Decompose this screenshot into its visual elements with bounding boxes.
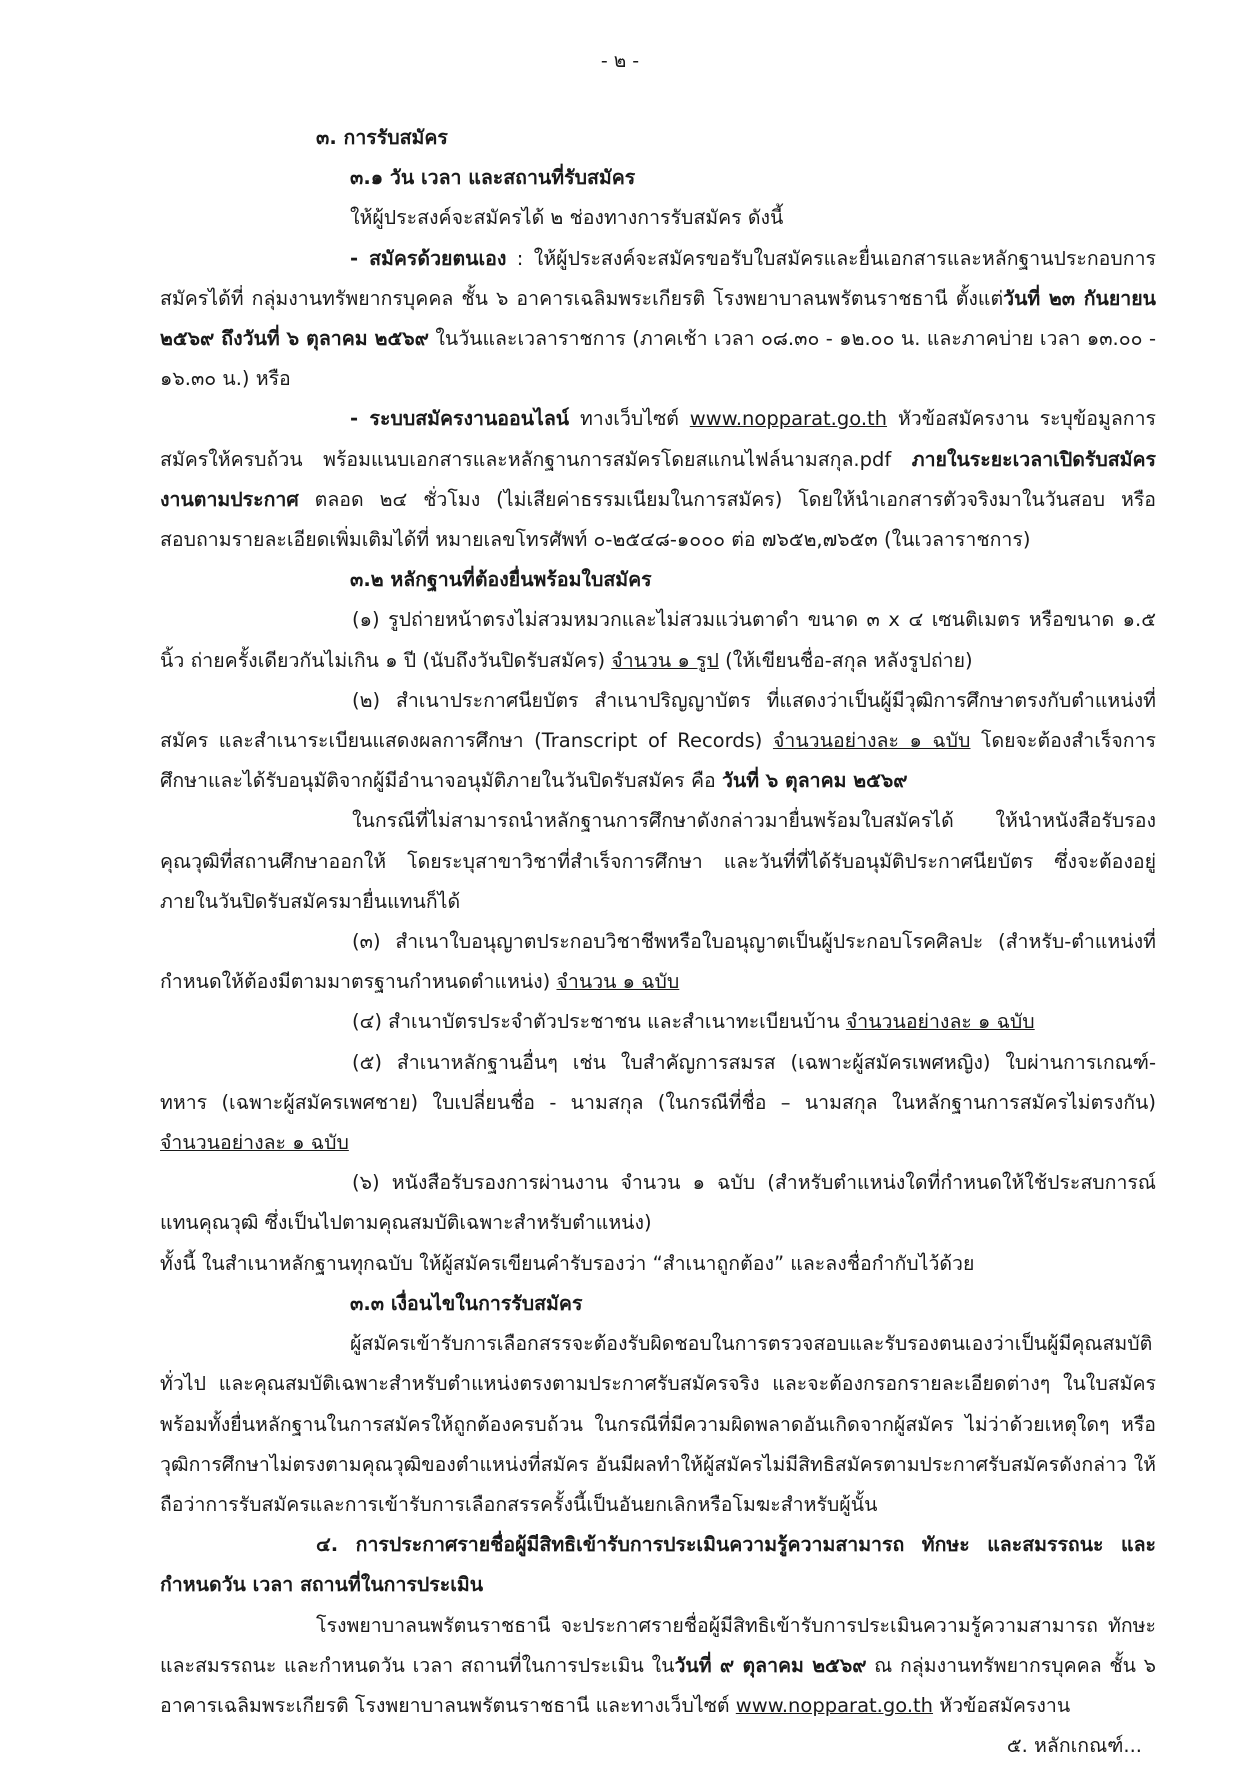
document-item-4 [160,1002,1156,1042]
item-2-deadline: วันที่ ๖ ตุลาคม ๒๕๖๙ [721,769,908,793]
document-item-6: (๖) หนังสือรับรองการผ่านงาน จำนวน ๑ ฉบับ (สำหรับตำแหน่งใดที่กำหนดให้ใช้ประสบการณ์แทนคุณวุฒิ ซึ่งเป็นไปตามคุณสมบัติเฉพาะสำหรับตำแหน่ง) [160,1171,1156,1235]
document-item-5 [160,1043,1156,1164]
section-3-2-closing: ทั้งนี้ ในสำเนาหลักฐานทุกฉบับ ให้ผู้สมัครเขียนคำรับรองว่า “สำเนาถูกต้อง” และลงชื่อกำกับไว้ด้วย [160,1251,975,1275]
item-2-tail: โดยจะต้องสำเร็จการศึกษาและได้รับอนุมัติจากผู้มีอำนาจอนุมัติภายในวันปิดรับสมัคร คือ [160,729,1156,793]
section-3-1-heading: ๓.๑ วัน เวลา และสถานที่รับสมัคร [350,166,636,190]
item-4-text: (๔) สำเนาบัตรประจำตัวประชาชน และสำเนาทะเบียนบ้าน [352,1010,846,1034]
self-apply-dates: วันที่ ๒๓ กันยายน ๒๕๖๙ ถึงวันที่ ๖ ตุลาคม ๒๕๖๙ [160,286,1156,351]
online-apply-bold: ภายในระยะเวลาเปิดรับสมัครงานตามประกาศ [160,447,1156,511]
item-3-quantity: จำนวน ๑ ฉบับ [556,970,680,994]
item-5-text: (๕) สำเนาหลักฐานอื่นๆ เช่น ใบสำคัญการสมรส (เฉพาะผู้สมัครเพศหญิง) ใบผ่านการเกณฑ์-ทหาร (เฉพาะผู้สมัครเพศชาย) ใบเปลี่ยนชื่อ - นามสกุล (ในกรณีที่ชื่อ – นามสกุล ในหลักฐานการสมัครไม่ตรงกัน) [160,1050,1156,1114]
self-apply-text-2: ในวันและเวลาราชการ (ภาคเช้า เวลา ๐๘.๓๐ - ๑๒.๐๐ น. และภาคบ่าย เวลา ๑๓.๐๐ - ๑๖.๓๐ น.) หรือ [160,327,1156,391]
item-1-text: (๑) รูปถ่ายหน้าตรงไม่สวมหมวกและไม่สวมแว่นตาดำ ขนาด ๓ x ๔ เซนติเมตร หรือขนาด ๑.๕ นิ้ว ถ่ายครั้งเดียวกันไม่เกิน ๑ ปี (นับถึงวันปิดรับสมัคร) [160,608,1156,672]
continuation-note: ๕. หลักเกณฑ์... [1006,1734,1142,1758]
online-apply-paragraph [160,399,1156,560]
website-link[interactable]: www.nopparat.go.th [689,407,888,431]
section-3-heading: ๓. การรับสมัคร [316,126,448,149]
section-4-website-link[interactable]: www.nopparat.go.th [735,1693,934,1717]
section-4-text-2: ณ กลุ่มงานทรัพยากรบุคคล ชั้น ๖ อาคารเฉลิมพระเกียรติ โรงพยาบาลนพรัตนราชธานี และทางเว็บไซต์ [160,1653,1156,1717]
item-1-quantity: จำนวน ๑ รูป [611,648,719,672]
document-body [160,118,1156,1766]
document-item-3 [160,922,1156,1002]
item-4-quantity: จำนวนอย่างละ ๑ ฉบับ [845,1010,1035,1034]
item-5-quantity: จำนวนอย่างละ ๑ ฉบับ [160,1131,349,1155]
section-4-heading: ๔. การประกาศรายชื่อผู้มีสิทธิเข้ารับการประเมินความรู้ความสามารถ ทักษะ และสมรรถนะ และกำหนดวัน เวลา สถานที่ในการประเมิน [160,1533,1156,1597]
self-apply-text: : ให้ผู้ประสงค์จะสมัครขอรับใบสมัครและยื่นเอกสารและหลักฐานประกอบการสมัครได้ที่ กลุ่มงานทรัพยากรบุคคล ชั้น ๖ อาคารเฉลิมพระเกียรติ โรงพยาบาลนพรัตนราชธานี ตั้งแต่ [160,246,1156,310]
section-4-date: วันที่ ๙ ตุลาคม ๒๕๖๙ [674,1653,867,1677]
item-3-text: (๓) สำเนาใบอนุญาตประกอบวิชาชีพหรือใบอนุญาตเป็นผู้ประกอบโรคศิลปะ (สำหรับ-ตำแหน่งที่กำหนดให้ต้องมีตามมาตรฐานกำหนดตำแหน่ง) [160,930,1156,994]
online-apply-text-1: ทางเว็บไซต์ [569,407,690,431]
item-2-text: (๒) สำเนาประกาศนียบัตร สำเนาปริญญาบัตร ที่แสดงว่าเป็นผู้มีวุฒิการศึกษาตรงกับตำแหน่งที่สมัคร และสำเนาระเบียนแสดงผลการศึกษา (Transcript of Records) [160,688,1156,753]
section-3-2-heading: ๓.๒ หลักฐานที่ต้องยื่นพร้อมใบสมัคร [350,568,652,592]
page-number: - ๒ - [600,50,640,72]
section-4-text-1: โรงพยาบาลนพรัตนราชธานี จะประกาศรายชื่อผู้มีสิทธิเข้ารับการประเมินความรู้ความสามารถ ทักษะและสมรรถนะ และกำหนดวัน เวลา สถานที่ในการประเมิน ใน [160,1613,1156,1677]
online-apply-label: - ระบบสมัครงานออนไลน์ [350,407,570,431]
section-3-3-heading: ๓.๓ เงื่อนไขในการรับสมัคร [350,1291,583,1315]
section-3-3-text: ผู้สมัครเข้ารับการเลือกสรรจะต้องรับผิดชอบในการตรวจสอบและรับรองตนเองว่าเป็นผู้มีคุณสมบัติทั่วไป และคุณสมบัติเฉพาะสำหรับตำแหน่งตรงตามประกาศรับสมัครจริง และจะต้องกรอกรายละเอียดต่างๆ ในใบสมัคร พร้อมทั้งยื่นหลักฐานในการสมัครให้ถูกต้องครบถ้วน ในกรณีที่มีความผิดพลาดอันเกิดจากผู้สมัคร ไม่ว่าด้วยเหตุใดๆ หรือวุฒิการศึกษาไม่ตรงตามคุณวุฒิของตำแหน่งที่สมัคร อันมีผลทำให้ผู้สมัครไม่มีสิทธิสมัครตามประกาศรับสมัครดังกล่าว ให้ถือว่าการรับสมัครและการเข้ารับการเลือกสรรครั้งนี้เป็นอันยกเลิกหรือโมฆะสำหรับผู้นั้น [160,1332,1156,1516]
item-2-quantity: จำนวนอย่างละ ๑ ฉบับ [772,729,971,753]
section-3-1-intro: ให้ผู้ประสงค์จะสมัครได้ ๒ ช่องทางการรับสมัคร ดังนี้ [350,206,784,230]
section-4-paragraph [160,1606,1156,1727]
online-apply-text-2: หัวข้อสมัครงาน ระบุข้อมูลการสมัครให้ครบถ้วน พร้อมแนบเอกสารและหลักฐานการสมัครโดยสแกนไฟล์นามสกุล.pdf [160,407,1156,471]
section-4-text-3: หัวข้อสมัครงาน [933,1693,1071,1717]
self-apply-label: - สมัครด้วยตนเอง [350,246,507,270]
document-item-1 [160,600,1156,680]
self-apply-paragraph [160,239,1156,400]
online-apply-text-3: ตลอด ๒๔ ชั่วโมง (ไม่เสียค่าธรรมเนียมในการสมัคร) โดยให้นำเอกสารตัวจริงมาในวันสอบ หรือสอบถามรายละเอียดเพิ่มเติมได้ที่ หมายเลขโทรศัพท์ ๐-๒๕๔๘-๑๐๐๐ ต่อ ๗๖๕๒,๗๖๕๓ (ในเวลาราชการ) [160,487,1156,552]
document-item-2-note: ในกรณีที่ไม่สามารถนำหลักฐานการศึกษาดังกล่าวมายื่นพร้อมใบสมัครได้ ให้นำหนังสือรับรองคุณวุฒิที่สถานศึกษาออกให้ โดยระบุสาขาวิชาที่สำเร็จการศึกษา และวันที่ที่ได้รับอนุมัติประกาศนียบัตร ซึ่งจะต้องอยู่ภายในวันปิดรับสมัครมายื่นแทนก็ได้ [160,809,1156,913]
document-item-2 [160,681,1156,802]
item-1-tail: (ให้เขียนชื่อ-สกุล หลังรูปถ่าย) [718,648,973,672]
